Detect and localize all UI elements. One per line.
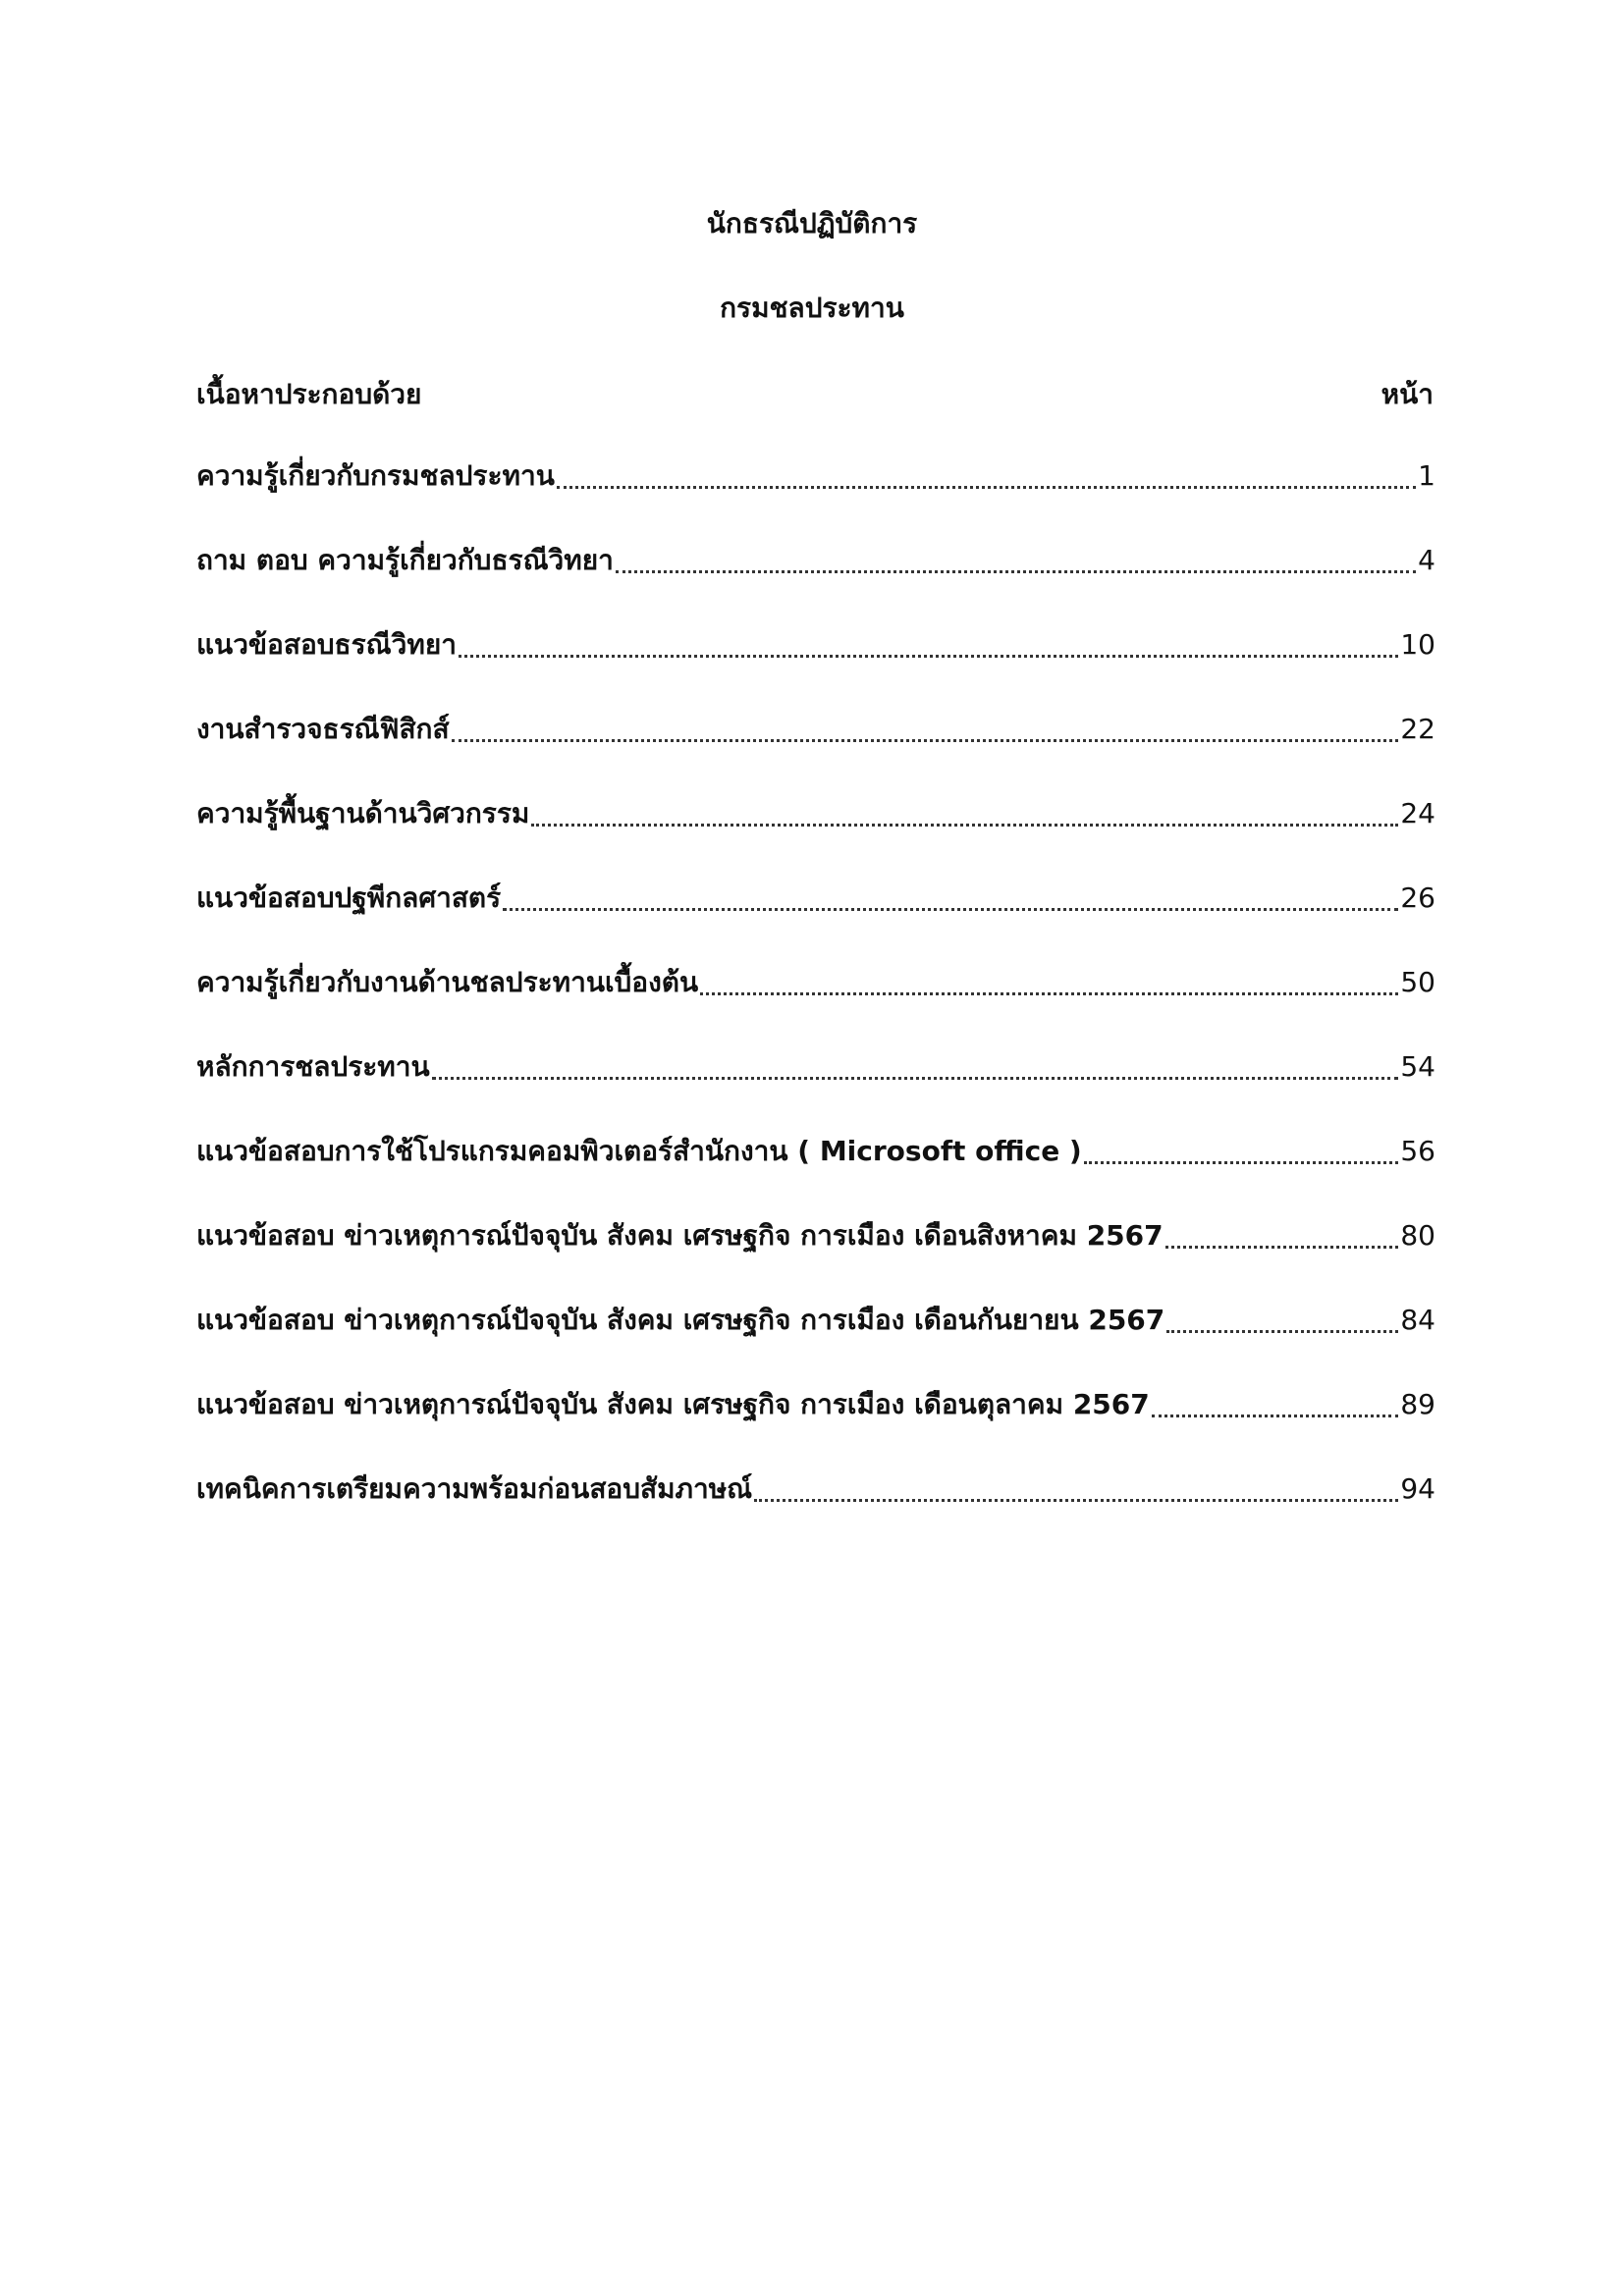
toc-entry-title: งานสำรวจธรณีฟิสิกส์: [196, 713, 450, 745]
toc-entry-title: แนวข้อสอบธรณีวิทยา: [196, 628, 457, 661]
toc-entry: [196, 879, 1435, 963]
toc-entry-page: 80: [1400, 1219, 1435, 1252]
document-subtitle: กรมชลประทาน: [720, 292, 904, 324]
toc-entry-page: 50: [1400, 966, 1435, 998]
dot-leader: [1166, 1330, 1398, 1333]
toc-entry: [196, 541, 1435, 625]
dot-leader: [754, 1499, 1398, 1502]
dot-leader: [1084, 1161, 1399, 1164]
toc-entry-title: แนวข้อสอบ ข่าวเหตุการณ์ปัจจุบัน สังคม เศรษฐกิจ การเมือง เดือนกันยายน 2567: [196, 1304, 1165, 1336]
dot-leader: [700, 992, 1398, 995]
toc-entry: [196, 1385, 1435, 1469]
toc-entry-page: 54: [1400, 1050, 1435, 1083]
dot-leader: [531, 824, 1398, 827]
toc-entry-page: 24: [1400, 797, 1435, 829]
table-of-contents: [196, 456, 1435, 1554]
toc-entry: [196, 710, 1435, 794]
toc-entry-title: แนวข้อสอบ ข่าวเหตุการณ์ปัจจุบัน สังคม เศรษฐกิจ การเมือง เดือนสิงหาคม 2567: [196, 1219, 1164, 1252]
toc-entry-page: 22: [1400, 713, 1435, 745]
toc-entry: [196, 794, 1435, 879]
toc-entry-title: แนวข้อสอบการใช้โปรแกรมคอมพิวเตอร์สำนักงาน ( Microsoft office ): [196, 1135, 1082, 1167]
dot-leader: [459, 655, 1398, 658]
toc-entry-title: ถาม ตอบ ความรู้เกี่ยวกับธรณีวิทยา: [196, 544, 614, 576]
toc-entry-page: 94: [1400, 1472, 1435, 1505]
toc-entry: [196, 1047, 1435, 1132]
document-title: นักธรณีปฏิบัติการ: [706, 207, 918, 240]
toc-entry-title: แนวข้อสอบปฐพีกลศาสตร์: [196, 881, 502, 914]
dot-leader: [557, 486, 1416, 489]
toc-entry: [196, 963, 1435, 1047]
toc-entry-title: ความรู้เกี่ยวกับงานด้านชลประทานเบื้องต้น: [196, 966, 699, 998]
toc-entry-page: 84: [1400, 1304, 1435, 1336]
toc-entry-page: 89: [1400, 1388, 1435, 1420]
toc-entry: [196, 1132, 1435, 1216]
toc-entry-title: เทคนิคการเตรียมความพร้อมก่อนสอบสัมภาษณ์: [196, 1472, 753, 1505]
toc-header-page-label: หน้า: [1380, 378, 1434, 410]
dot-leader: [616, 570, 1416, 573]
toc-entry-page: 1: [1418, 459, 1435, 492]
toc-entry-page: 26: [1400, 881, 1435, 914]
toc-entry-title: ความรู้เกี่ยวกับกรมชลประทาน: [196, 459, 555, 492]
dot-leader: [1152, 1415, 1399, 1417]
toc-entry-title: หลักการชลประทาน: [196, 1050, 430, 1083]
toc-entry-page: 56: [1400, 1135, 1435, 1167]
toc-entry-page: 4: [1418, 544, 1435, 576]
toc-entry: [196, 1469, 1435, 1554]
dot-leader: [432, 1077, 1399, 1080]
toc-entry: [196, 456, 1435, 541]
dot-leader: [1165, 1246, 1399, 1249]
toc-entry: [196, 625, 1435, 710]
toc-entry: [196, 1301, 1435, 1385]
toc-header: [196, 375, 1434, 414]
toc-entry: [196, 1216, 1435, 1301]
toc-entry-page: 10: [1400, 628, 1435, 661]
toc-header-label: เนื้อหาประกอบด้วย: [196, 378, 422, 410]
toc-entry-title: ความรู้พื้นฐานด้านวิศวกรรม: [196, 797, 530, 829]
dot-leader: [452, 739, 1399, 742]
dot-leader: [503, 908, 1398, 911]
toc-entry-title: แนวข้อสอบ ข่าวเหตุการณ์ปัจจุบัน สังคม เศรษฐกิจ การเมือง เดือนตุลาคม 2567: [196, 1388, 1150, 1420]
